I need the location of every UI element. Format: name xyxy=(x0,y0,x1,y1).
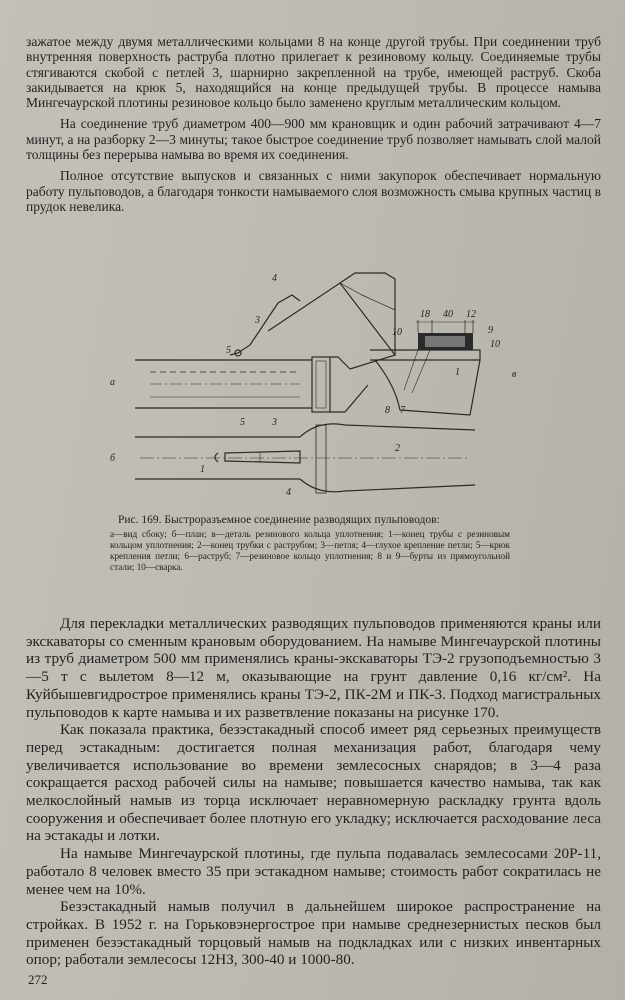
label-1b: 1 xyxy=(200,464,205,475)
paragraph: Для перекладки металлических разводящих пульповодов применяются краны или экскаваторы со сменным крановым оборудованием. На намыве Мингечаурской плотины из труб диаметром 500 мм применялись краны-экскаваторы ТЭ-2 грузоподъемностью 3—5 т с вылетом 8—12 м, оказывающие на грунт давление 0,16 кг/см². На Куйбышевгидрострое применялись краны ТЭ-2, ПК-2М и ПК-3. Подход магистральных пульповодов к карте намыва и их разветвление показаны на рисунке 170. xyxy=(26,615,601,721)
label-7: 7 xyxy=(400,405,405,416)
label-10: 10 xyxy=(392,327,402,338)
caption-title: Рис. 169. Быстроразъемное соединение разводящих пульповодов: xyxy=(118,514,440,526)
label-view-b: б xyxy=(110,453,116,464)
paragraph: На соединение труб диаметром 400—900 мм крановщик и один рабочий затрачивают 4—7 минут, а на разборку 2—3 минуты; такое быстрое соединение труб позволяет намывать слой малой толщины без перерыва намыва во время их соединения. xyxy=(26,116,601,163)
label-view-v: в xyxy=(512,369,517,380)
paragraph: На намыве Мингечаурской плотины, где пульпа подавалась землесосами 20Р-11, работало 8 человек вместо 35 при эстакадном намыве; стоимость работ сократилась не менее чем на 10%. xyxy=(26,845,601,898)
page-number: 272 xyxy=(28,972,48,987)
paragraph: Полное отсутствие выпусков и связанных с ними закупорок обеспечивает нормальную работу пульповодов, а благодаря тонкости намываемого слоя возможность смыва крупных частиц в прудок невелика. xyxy=(26,168,601,214)
label-2: 2 xyxy=(395,443,400,454)
paragraph: Как показала практика, безэстакадный способ имеет ряд серьезных преимуществ перед эстакадным: достигается полная механизация работ, благодаря чему увеличивается использование во времени землесосных снарядов; в 3—4 раза сокращается расход рабочей силы на намыве; повышается качество намыва, так как мелкослойный намыв из торца исключает неравномерную раскладку грунта вдоль сооружения и обеспечивает более плотную его укладку; исключается расходование леса на эстакады и лотки. xyxy=(26,721,601,845)
label-1: 1 xyxy=(455,367,460,378)
label-5b: 5 xyxy=(240,417,245,428)
top-text-block xyxy=(26,34,601,214)
figure-caption xyxy=(110,514,510,573)
label-4b: 4 xyxy=(286,487,291,498)
label-4: 4 xyxy=(272,273,277,284)
dim-12: 12 xyxy=(466,309,476,320)
label-9: 9 xyxy=(488,325,493,336)
figure-drawing xyxy=(0,265,625,510)
caption-legend: а—вид сбоку; б—план; в—деталь резинового кольца уплотнения; 1—конец трубы с резиновым кольцом уплотнения; 2—конец трубки с раструбом; 3—петля; 4—глухое крепление петли; 5—крюк крепления петли; 6—раструб; 7—резиновое кольцо уплотнения; 8 и 9—бурты из прямоугольной стали; 10—сварка. xyxy=(110,529,510,572)
label-view-a: а xyxy=(110,377,115,388)
label-10b: 10 xyxy=(490,339,500,350)
label-3b: 3 xyxy=(272,417,277,428)
label-3: 3 xyxy=(255,315,260,326)
dim-18: 18 xyxy=(420,309,430,320)
bottom-text-block xyxy=(26,615,601,969)
paragraph: зажатое между двумя металлическими кольцами 8 на конце другой трубы. При соединении труб внутренняя поверхность раструба плотно прилегает к резиновому кольцу. Соединяемые трубы стягиваются скобой с петлей 3, шарнирно закрепленной на трубе, имеющей раструб. Скоба закидывается на крюк 5, находящийся на конце предыдущей трубы. В процессе намыва Мингечаурской плотины резиновое кольцо было заменено круглым металлическим кольцом. xyxy=(26,34,601,111)
label-8: 8 xyxy=(385,405,390,416)
dim-40: 40 xyxy=(443,309,453,320)
label-5: 5 xyxy=(226,345,231,356)
paragraph: Безэстакадный намыв получил в дальнейшем широкое распространение на стройках. В 1952 г. на Горьковэнергострое при намыве среднезернистых песков был применен безэстакадный торцовый намыв на подкладках или с низких инвентарных опор; работали землесосы 12НЗ, 300-40 и 1000-80. xyxy=(26,898,601,969)
